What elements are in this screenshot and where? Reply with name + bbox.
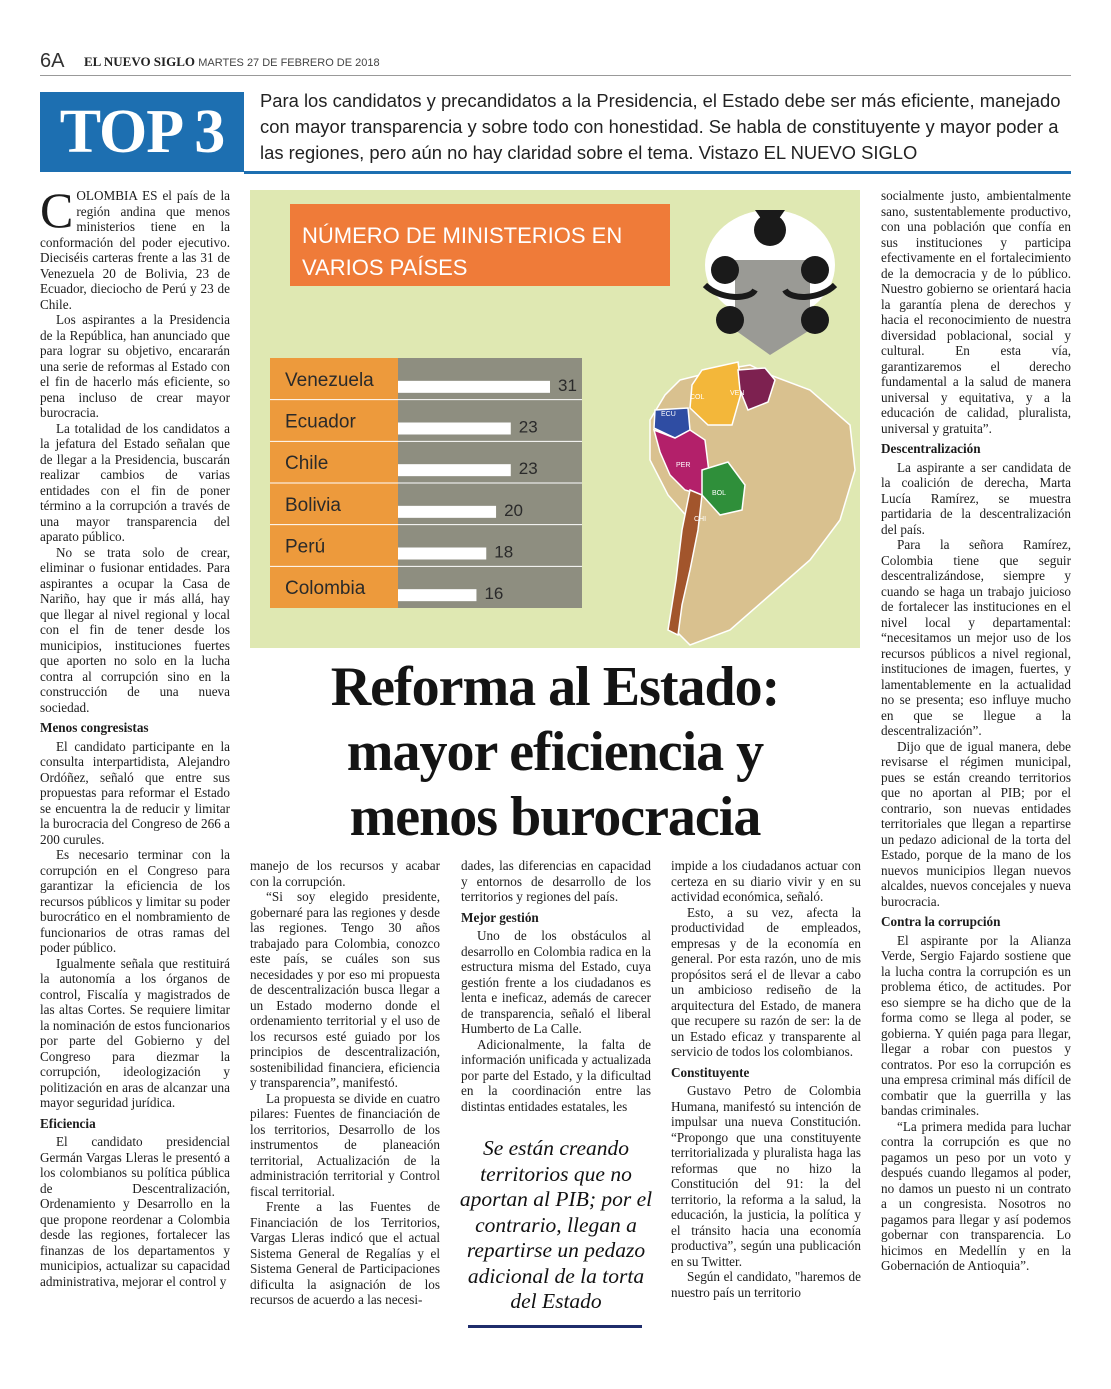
paragraph: Para la señora Ramírez, Colombia tiene que seguir descentralizándose, siempre y cuando se haga un trabajo juicioso de fortalecer las instituciones en el nivel local y departamental: “necesitamos un mejor uso de los recursos públicos a nivel regional, instituciones de imagen, fuertes, y lamentablemente en la actualidad no se presenta; eso influye mucho en que se llegue a la descentralización”. [881,537,1071,738]
section-lead: Para los candidatos y precandidatos a la Presidencia, el Estado debe ser más eficiente, manejado con mayor transparencia y sobre todo con honestidad. Se habla de constituyente y mayor poder a las regiones, pero aún no hay claridad sobre el tema. Vistazo EL NUEVO SIGLO [260,90,1061,163]
ministries-chart [250,190,860,648]
bar [398,464,511,476]
page-number: 6A [40,50,65,72]
category-label: Venezuela [285,369,374,391]
headline-line-2: mayor eficiencia y [346,721,764,783]
map-country-label: COL [690,394,705,401]
headline [250,655,860,850]
paragraph: Es necesario terminar con la corrupción en el Congreso para garantizar la eficiencia de los recursos públicos y limitar su poder burocrático en el nombramiento de funcionarios de otras ramas del poder público. [40,847,230,955]
south-america-map [650,362,855,645]
subheading: Menos congresistas [40,720,149,735]
header-rule [40,75,1071,76]
paragraph: El candidato presidencial Germán Vargas Lleras le presentó a los colombianos su política pública de Descentralización, Ordenamiento y Desarrollo en la que propone reordenar a Colombia desde las regiones, fortalecer las finanzas de los departamentos y municipios, actualizar su capacidad administrativa, mejorar el control y [40,1134,230,1289]
paragraph: “La primera medida para luchar contra la corrupción es que no pagamos un peso por un voto y después cuando llegamos al poder, no damos un puesto ni un contrato a un congresista. Nosotros no pagamos para llegar y así podemos gobernar con transparencia. Lo hicimos en Medellín y en la Gobernación de Antioquia”. [881,1118,1071,1273]
paragraph: Gustavo Petro de Colombia Humana, manifestó su intención de impulsar una nueva Constitución. “Propongo que una constituyente territorializada y pluralista haga las reformas que no hizo la Constitución del 91: la del territorio, la reforma a la salud, la educación, la justicia, la política y el tránsito hacia una economía productiva”, según una publicación en su Twitter. [671,1083,861,1269]
bar [398,381,550,393]
masthead [84,54,380,70]
subheading: Mejor gestión [461,909,539,925]
paragraph: Los aspirantes a la Presidencia de la República, han anunciado que para lograr su objetivo, encararán una serie de reformas al Estado con el fin de hacerlo más eficiente, so pena incluso de crear mayor burocracia. [40,312,230,420]
paragraph: La aspirante a ser candidata de la coalición de derecha, Marta Lucía Ramírez, se muestra partidaria de la descentralización del país. [881,459,1071,537]
value-label: 18 [494,542,514,562]
paragraph: Igualmente señala que restituirá la autonomía a los órganos de control, Fiscalía y magistrados de las altas Cortes. Se requiere limitar la nominación de estos funcionarios por parte del Gobierno y del Congreso para diezmar la corrupción, ideologización y politización en aras de alcanzar una mayor seguridad jurídica. [40,955,230,1110]
infographic [250,190,860,648]
value-label: 23 [518,417,538,437]
paragraph: Adicionalmente, la falta de información unificada y actualizada por parte del Estado, y la dificultad en la coordinación entre las distintas entidades estatales, les [461,1036,651,1114]
pull-quote: Se están creando territorios que no aportan al PIB; por el contrario, llegan a repartirse un pedazo adicional de la torta del Estado [459,1136,653,1313]
bar [398,506,496,518]
category-label: Ecuador [285,411,356,433]
paragraph: “Si soy elegido presidente, gobernaré para las regiones y desde las regiones. Tengo 30 años trabajado para Colombia, conozco este país, se cuáles son sus necesidades y por eso mi propuesta de descentralización busca llegar a un Estado moderno donde el ordenamiento territorial y el uso de los recursos esté guiado por los principios de descentralización, sostenibilidad financiera, eficiencia y transparencia”, manifestó. [250,889,440,1090]
top3-badge: TOP 3 [40,92,244,172]
meeting-hands-icon [705,210,835,355]
map-country-label: VEN [730,390,745,397]
subheading: Eficiencia [40,1115,96,1131]
map-country-label: ECU [661,411,676,418]
map-country-label: PER [676,462,691,469]
subheading: Constituyente [671,1064,750,1080]
article-column-1 [40,182,230,1289]
category-label: Perú [285,536,326,558]
chart-title-line-2: VARIOS PAÍSES [302,255,468,280]
drop-cap: C [40,182,74,238]
paragraph: La totalidad de los candidatos a la jefatura del Estado señalan que de llegar a la Presidencia, buscarán realizar cambios de varias entidades con el fin de poner término a la corrupción a través de una mayor transparencia del aparato público. [40,420,230,544]
article-column-3 [461,858,651,1114]
headline-line-3: menos burocracia [349,786,761,848]
paragraph: Uno de los obstáculos al desarrollo en Colombia radica en la estructura misma del Estado, cuya gestión frente a los ciudadanos es lenta e ineficaz, además de carecer de transparencia, señaló el liberal Humberto de La Calle. [461,928,651,1036]
top3-underline [244,171,1071,174]
value-label: 16 [484,584,504,604]
map-country-label: BOL [712,490,727,497]
category-label: Colombia [285,578,366,600]
newspaper-name: EL NUEVO SIGLO [84,54,195,69]
article-column-2 [250,858,440,1308]
bar [398,548,486,560]
article-column-5 [881,188,1071,1274]
paragraph: El candidato participante en la consulta interpartidista, Alejandro Ordóñez, señaló que entre sus propuestas para reformar el Estado se encuentra la de reducir y limitar la burocracia del Congreso de 266 a 200 curules. [40,738,230,847]
map-country-label: CHI [694,516,707,523]
paragraph: No se trata solo de crear, eliminar o fusionar entidades. Para aspirantes a ocupar la Casa de Nariño, hay que ir más allá, hay que llegar al nivel regional y local con el fin de tener desde los municipios, instituciones fuertes que aporten no solo en la lucha contra al corrupción sino en la construcción de una nueva sociedad. [40,544,230,715]
category-label: Chile [285,453,329,475]
bar [398,423,511,435]
paragraph: impide a los ciudadanos actuar con certeza en su diario vivir y en su actividad económica, señaló. [671,858,861,904]
paragraph: La propuesta se divide en cuatro pilares: Fuentes de financiación de los territorios, Desarrollo de los instrumentos de planeación territorial, Actualización de la administración territorial y Control fiscal territorial. [250,1090,440,1199]
article-column-4 [671,858,861,1300]
paragraph: manejo de los recursos y acabar con la corrupción. [250,858,440,889]
paragraph: Frente a las Fuentes de Financiación de los Territorios, Vargas Lleras indicó que el actual Sistema General de Regalías y el Sistema General de Participaciones dificulta la asignación de los recursos de acuerdo a las necesi- [250,1199,440,1307]
paragraph: Según el candidato, "haremos de nuestro país un territorio [671,1269,861,1300]
value-label: 23 [518,459,538,479]
paragraph: Dijo que de igual manera, debe revisarse el régimen municipal, pues se están creando territorios que no aportan al PIB; por el contrario, son nuevas entidades territoriales que llegan a repartirse un pedazo adicional de la torta del Estado, porque de la mano de los nuevos municipios llegan nuevos alcaldes, nuevos concejales y nueva burocracia. [881,738,1071,909]
paragraph: COLOMBIA ES el país de la región andina que menos ministerios tiene en la conformación del poder ejecutivo. Dieciséis carteras frente a las 31 de Venezuela 20 de Bolivia, 23 de Ecuador, dieciocho de Perú y 23 de Chile. [40,182,230,312]
bar [398,589,476,601]
subheading: Contra la corrupción [881,914,1001,929]
pull-quote-rule [468,1325,642,1328]
value-label: 31 [558,375,577,395]
paragraph: Esto, a su vez, afecta la productividad de empleados, empresas y de la economía en general. Por esta razón, uno de mis propósitos será el de llevar a cabo un ambicioso rediseño de la arquitectura del Estado, de manera que recupere su razón de ser: la de un Estado eficaz y transparente al servicio de todos los colombianos. [671,904,861,1059]
paragraph: socialmente justo, ambientalmente sano, sustentablemente productivo, con una población que confía en sus instituciones y participa efectivamente en el fortalecimiento de la democracia y de lo público. Nuestro gobierno se orientará hacia la garantía plena de derechos y hacia el reconocimiento de nuestra diversidad poblacional, social y cultural. En esta vía, garantizaremos el derecho fundamental a la salud de manera universal y equitativa, y a la educación de calidad, pluralista, universal y gratuita”. [881,188,1071,436]
subheading: Descentralización [881,441,981,456]
paragraph: El aspirante por la Alianza Verde, Sergio Fajardo sostiene que la lucha contra la corrupción es un problema ético, de actitudes. Por eso siempre se ha dicho que de la forma como se llega al poder, se gobierna. Y quién paga para llegar, llegar a robar con puestos y contratos. Por eso la corrupción es una empresa criminal más difícil de combatir que la guerrilla y las bandas criminales. [881,932,1071,1118]
headline-line-1: Reforma al Estado: [330,656,780,718]
issue-date: MARTES 27 DE FEBRERO DE 2018 [198,57,380,69]
chart-title-line-1: NÚMERO DE MINISTERIOS EN [302,223,623,248]
value-label: 20 [504,500,523,520]
category-label: Bolivia [285,494,341,516]
paragraph: dades, las diferencias en capacidad y entornos de desarrollo de los territorios y regiones del país. [461,858,651,904]
